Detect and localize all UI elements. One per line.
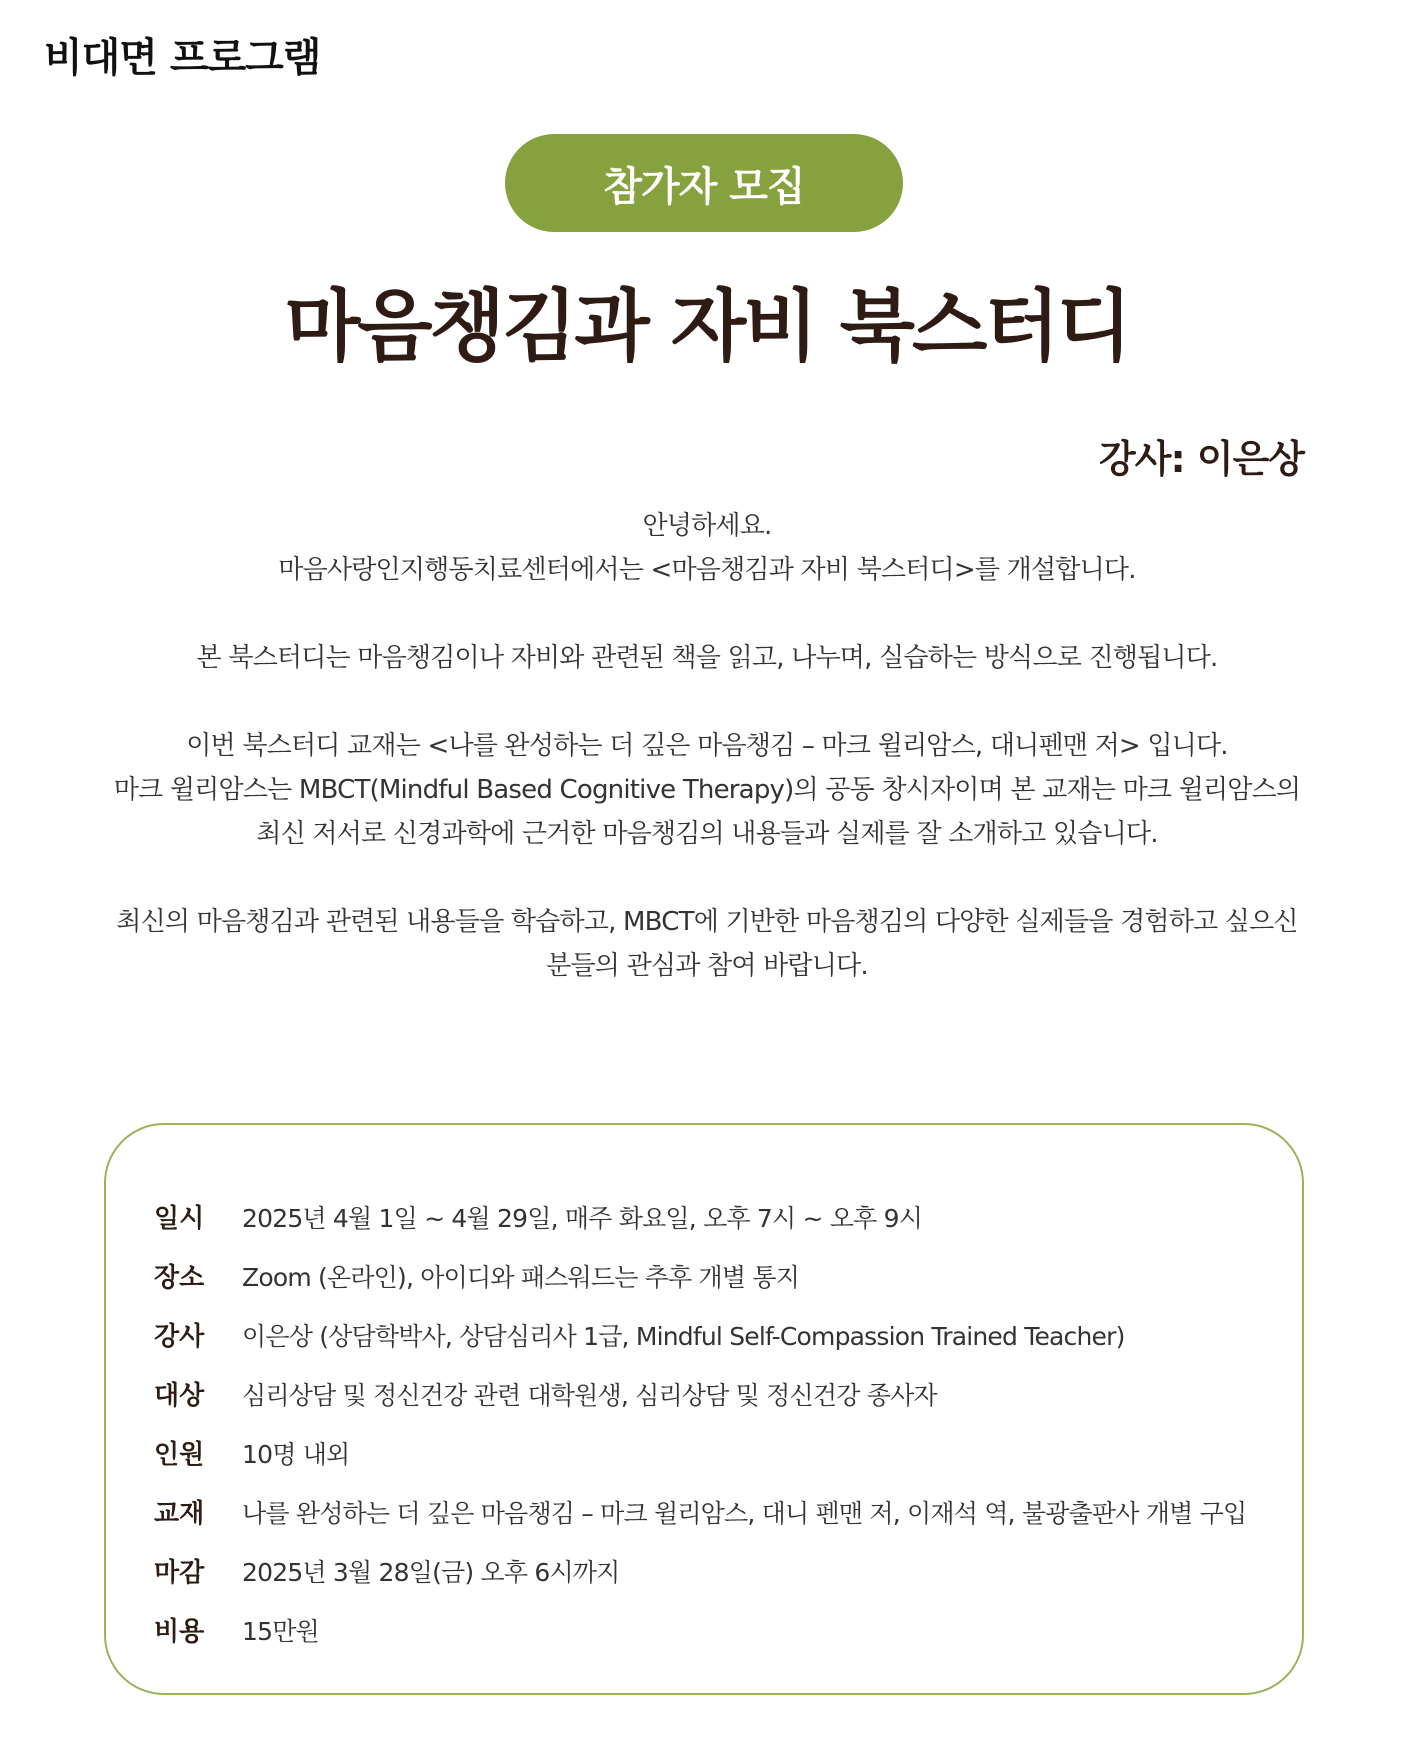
recruitment-badge: 참가자 모집	[505, 134, 903, 232]
instructor-line: 강사: 이은상	[1099, 437, 1304, 481]
program-details-list	[154, 1187, 1292, 1659]
detail-row-deadline	[154, 1541, 1292, 1600]
detail-row-textbook	[154, 1482, 1292, 1541]
page-label: 비대면 프로그램	[44, 35, 321, 81]
intro-line: 본 북스터디는 마음챙김이나 자비와 관련된 책을 읽고, 나누며, 실습하는 방식으로 진행됩니다.	[196, 643, 1218, 673]
detail-label: 교재	[154, 1499, 205, 1529]
detail-label: 비용	[154, 1617, 205, 1647]
intro-text	[40, 504, 1374, 988]
intro-line: 최신의 마음챙김과 관련된 내용들을 학습하고, MBCT에 기반한 마음챙김의 다양한 실제들을 경험하고 싶으신	[116, 907, 1298, 937]
detail-row-location	[154, 1246, 1292, 1305]
program-details-box	[104, 1123, 1304, 1695]
detail-value: 10명 내외	[242, 1439, 350, 1469]
detail-label: 대상	[154, 1381, 205, 1411]
detail-value: 나를 완성하는 더 깊은 마음챙김 – 마크 윌리암스, 대니 펜맨 저, 이재석 역, 불광출판사 개별 구입	[242, 1498, 1247, 1528]
detail-label: 일시	[154, 1204, 205, 1234]
detail-value: 15만원	[242, 1616, 319, 1646]
page-title: 마음챙김과 자비 북스터디	[284, 282, 1130, 372]
paragraph-gap	[40, 680, 1374, 724]
detail-row-instructor	[154, 1305, 1292, 1364]
detail-label: 장소	[154, 1263, 205, 1293]
paragraph-gap	[40, 592, 1374, 636]
detail-row-date	[154, 1187, 1292, 1246]
paragraph-gap	[40, 856, 1374, 900]
detail-value: 2025년 4월 1일 ~ 4월 29일, 매주 화요일, 오후 7시 ~ 오후 9시	[242, 1203, 923, 1233]
intro-line: 최신 저서로 신경과학에 근거한 마음챙김의 내용들과 실제를 잘 소개하고 있습니다.	[256, 819, 1158, 849]
detail-value: Zoom (온라인), 아이디와 패스워드는 추후 개별 통지	[242, 1262, 800, 1292]
intro-line: 마음사랑인지행동치료센터에서는 <마음챙김과 자비 북스터디>를 개설합니다.	[278, 555, 1136, 585]
detail-label: 인원	[154, 1440, 205, 1470]
detail-label: 마감	[154, 1558, 205, 1588]
detail-value: 2025년 3월 28일(금) 오후 6시까지	[242, 1557, 620, 1587]
intro-line: 마크 윌리암스는 MBCT(Mindful Based Cognitive Therapy)의 공동 창시자이며 본 교재는 마크 윌리암스의	[113, 775, 1301, 805]
detail-value: 이은상 (상담학박사, 상담심리사 1급, Mindful Self-Compassion Trained Teacher)	[242, 1321, 1125, 1351]
intro-line: 안녕하세요.	[642, 511, 772, 541]
detail-label: 강사	[154, 1322, 205, 1352]
intro-line: 분들의 관심과 참여 바랍니다.	[546, 951, 868, 981]
detail-value: 심리상담 및 정신건강 관련 대학원생, 심리상담 및 정신건강 종사자	[242, 1380, 937, 1410]
detail-row-capacity	[154, 1423, 1292, 1482]
detail-row-cost	[154, 1600, 1292, 1659]
detail-row-target	[154, 1364, 1292, 1423]
intro-line: 이번 북스터디 교재는 <나를 완성하는 더 깊은 마음챙김 – 마크 윌리암스, 대니펜맨 저> 입니다.	[186, 731, 1228, 761]
